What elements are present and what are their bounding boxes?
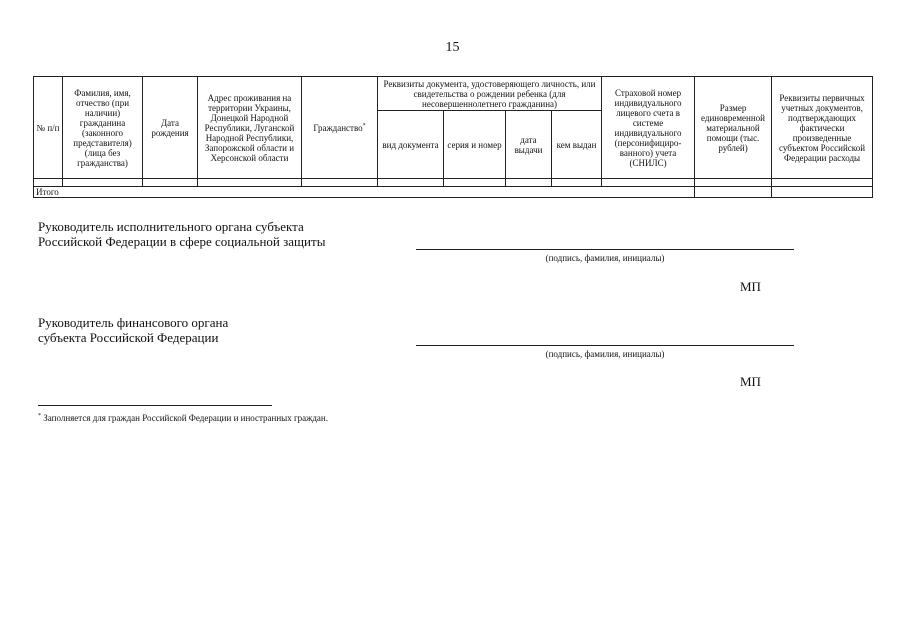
signature-line	[416, 249, 794, 250]
header-amount: Размер единовременной материальной помощи (тыс. рублей)	[695, 77, 772, 179]
table-cell	[198, 179, 302, 187]
total-label: Итого	[34, 187, 695, 198]
header-doc-type: вид документа	[378, 111, 444, 179]
header-doc-issuer: кем выдан	[552, 111, 602, 179]
table-cell	[602, 179, 695, 187]
table-cell	[63, 179, 143, 187]
finance-head-title: Руководитель финансового органа субъекта Российской Федерации	[38, 315, 229, 345]
table-cell	[378, 179, 444, 187]
table-cell	[34, 179, 63, 187]
signature-caption: (подпись, фамилия, инициалы)	[545, 349, 665, 359]
header-document-group: Реквизиты документа, удостоверяющего личность, или свидетельства о рождении ребенка (для несовершеннолетнего гражданина)	[378, 77, 602, 111]
header-requisites: Реквизиты первичных учетных документов, подтверждающих фактически произведенные субъектом Российской Федерации расходы	[772, 77, 873, 179]
header-citizenship: Гражданство*	[302, 77, 378, 179]
header-doc-date: дата выдачи	[506, 111, 552, 179]
stamp-place-label: МП	[740, 279, 761, 294]
total-amount-cell	[695, 187, 772, 198]
signature-line	[416, 345, 794, 346]
table-cell	[302, 179, 378, 187]
page-number: 15	[445, 40, 460, 55]
footnote: * Заполняется для граждан Российской Федерации и иностранных граждан.	[38, 413, 328, 423]
table-cell	[695, 179, 772, 187]
header-doc-series: серия и номер	[444, 111, 506, 179]
table-cell	[772, 179, 873, 187]
header-snils: Страховой номер индивидуального лицевого счета в системе индивидуального (персонифициро-ванного) учета (СНИЛС)	[602, 77, 695, 179]
table-cell	[143, 179, 198, 187]
report-table	[33, 76, 873, 198]
table-cell	[552, 179, 602, 187]
total-requisites-cell	[772, 187, 873, 198]
signature-caption: (подпись, фамилия, инициалы)	[545, 253, 665, 263]
table-row	[34, 179, 873, 187]
total-row	[34, 187, 873, 198]
header-full-name: Фамилия, имя, отчество (при наличии) гражданина (законного представителя) (лица без гражданства)	[63, 77, 143, 179]
header-address: Адрес проживания на территории Украины, Донецкой Народной Республики, Луганской Народной Республики, Запорожской области и Херсонской области	[198, 77, 302, 179]
table-cell	[444, 179, 506, 187]
stamp-place-label: МП	[740, 374, 761, 389]
table-cell	[506, 179, 552, 187]
social-protection-head-title: Руководитель исполнительного органа субъекта Российской Федерации в сфере социальной защиты	[38, 219, 326, 249]
header-row-1	[34, 77, 873, 111]
header-number: № п/п	[34, 77, 63, 179]
footnote-separator	[38, 405, 272, 406]
header-birth-date: Дата рождения	[143, 77, 198, 179]
